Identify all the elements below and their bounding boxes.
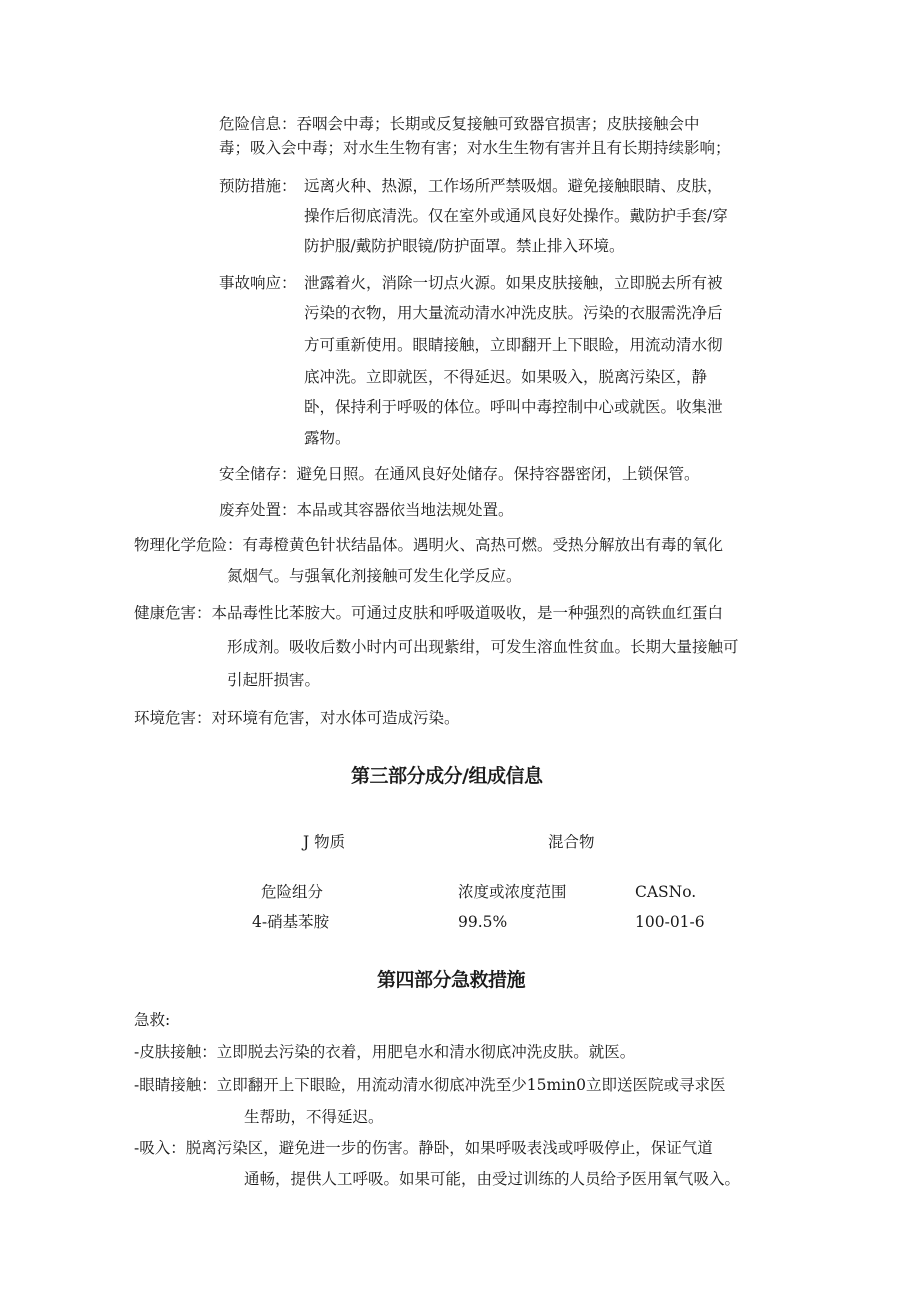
response-line-1: 泄露着火，消除一切点火源。如果皮肤接触，立即脱去所有被: [304, 274, 723, 292]
disposal-label: 废弃处置：: [219, 501, 297, 519]
row-concentration: 99.5%: [458, 913, 508, 931]
storage-row: [219, 464, 700, 484]
prevention-line-1: 远离火种、热源，工作场所严禁吸烟。避免接触眼睛、皮肤，: [304, 177, 723, 195]
health-line-1: 本品毒性比苯胺大。可通过皮肤和呼吸道吸收，是一种强烈的高铁血红蛋白: [211, 604, 724, 622]
environment-row: [134, 708, 460, 728]
prevention-label: 预防措施：: [219, 177, 297, 195]
skin-contact-row: [134, 1042, 635, 1062]
response-line-3: 方可重新使用。眼睛接触，立即翻开上下眼睑，用流动清水彻: [304, 336, 723, 354]
header-component: 危险组分: [261, 883, 324, 901]
skin-contact-line-1: 立即脱去污染的衣着，用肥皂水和清水彻底冲洗皮肤。就医。: [216, 1043, 636, 1061]
health-line-2: 形成剂。吸收后数小时内可出现紫绀，可发生溶血性贫血。长期大量接触可: [227, 638, 739, 656]
inhalation-line-1: 脱离污染区，避免进一步的伤害。静卧，如果呼吸表浅或呼吸停止，保证气道: [185, 1139, 713, 1157]
eye-contact-label: -眼睛接触：: [134, 1076, 217, 1094]
eye-contact-line-2: 生帮助，不得延迟。: [244, 1108, 384, 1126]
storage-label: 安全储存：: [219, 465, 297, 483]
physchem-line-2: 氮烟气。与强氧化剂接触可发生化学反应。: [227, 567, 522, 585]
response-line-5: 卧，保持利于呼吸的体位。呼叫中毒控制中心或就医。收集泄: [304, 398, 723, 416]
response-line-4: 底冲洗。立即就医，不得延迟。如果吸入，脱离污染区，静: [304, 368, 708, 386]
section3-title: 第三部分成分/组成信息: [351, 765, 543, 787]
health-line-3: 引起肝损害。: [227, 671, 321, 689]
inhalation-line-2: 通畅，提供人工呼吸。如果可能，由受过训练的人员给予医用氧气吸入。: [244, 1170, 741, 1188]
storage-line-1: 避免日照。在通风良好处储存。保持容器密闭，上锁保管。: [296, 465, 700, 483]
skin-contact-label: -皮肤接触：: [134, 1043, 217, 1061]
section4-title: 第四部分急救措施: [377, 969, 526, 991]
hazard-info-label: 危险信息：: [219, 115, 297, 133]
prevention-line-3: 防护服/戴防护眼镜/防护面罩。禁止排入环境。: [304, 237, 625, 255]
disposal-line-1: 本品或其容器依当地法规处置。: [296, 501, 514, 519]
physchem-line-1: 有毒橙黄色针状结晶体。遇明火、高热可燃。受热分解放出有毒的氧化: [242, 536, 724, 554]
environment-label: 环境危害：: [134, 709, 212, 727]
prevention-line-2: 操作后彻底清洗。仅在室外或通风良好处操作。戴防护手套/穿: [304, 207, 728, 225]
inhalation-label: -吸入：: [134, 1139, 186, 1157]
substance-label: J 物质: [303, 833, 346, 851]
row-cas: 100-01-6: [635, 913, 705, 931]
hazard-info-line-2: 毒；吸入会中毒；对水生生物有害；对水生生物有害并且有长期持续影响；: [219, 139, 731, 157]
environment-line-1: 对环境有危害，对水体可造成污染。: [211, 709, 460, 727]
first-aid-label: 急救:: [134, 1011, 171, 1029]
response-line-2: 污染的衣物，用大量流动清水冲洗皮肤。污染的衣服需洗净后: [304, 304, 723, 322]
header-cas: CASNo.: [635, 883, 697, 901]
physchem-label: 物理化学危险：: [134, 536, 243, 554]
response-line-6: 露物。: [304, 429, 351, 447]
row-component: 4-硝基苯胺: [252, 913, 330, 931]
disposal-row: [219, 500, 514, 520]
health-label: 健康危害：: [134, 604, 212, 622]
hazard-info-line-1: 吞咽会中毒；长期或反复接触可致器官损害；皮肤接触会中: [296, 115, 700, 133]
eye-contact-line-1: 立即翻开上下眼睑，用流动清水彻底冲洗至少15min0立即送医院或寻求医: [216, 1076, 726, 1094]
header-concentration: 浓度或浓度范围: [458, 883, 567, 901]
response-label: 事故响应：: [219, 274, 297, 292]
mixture-label: 混合物: [548, 833, 595, 851]
